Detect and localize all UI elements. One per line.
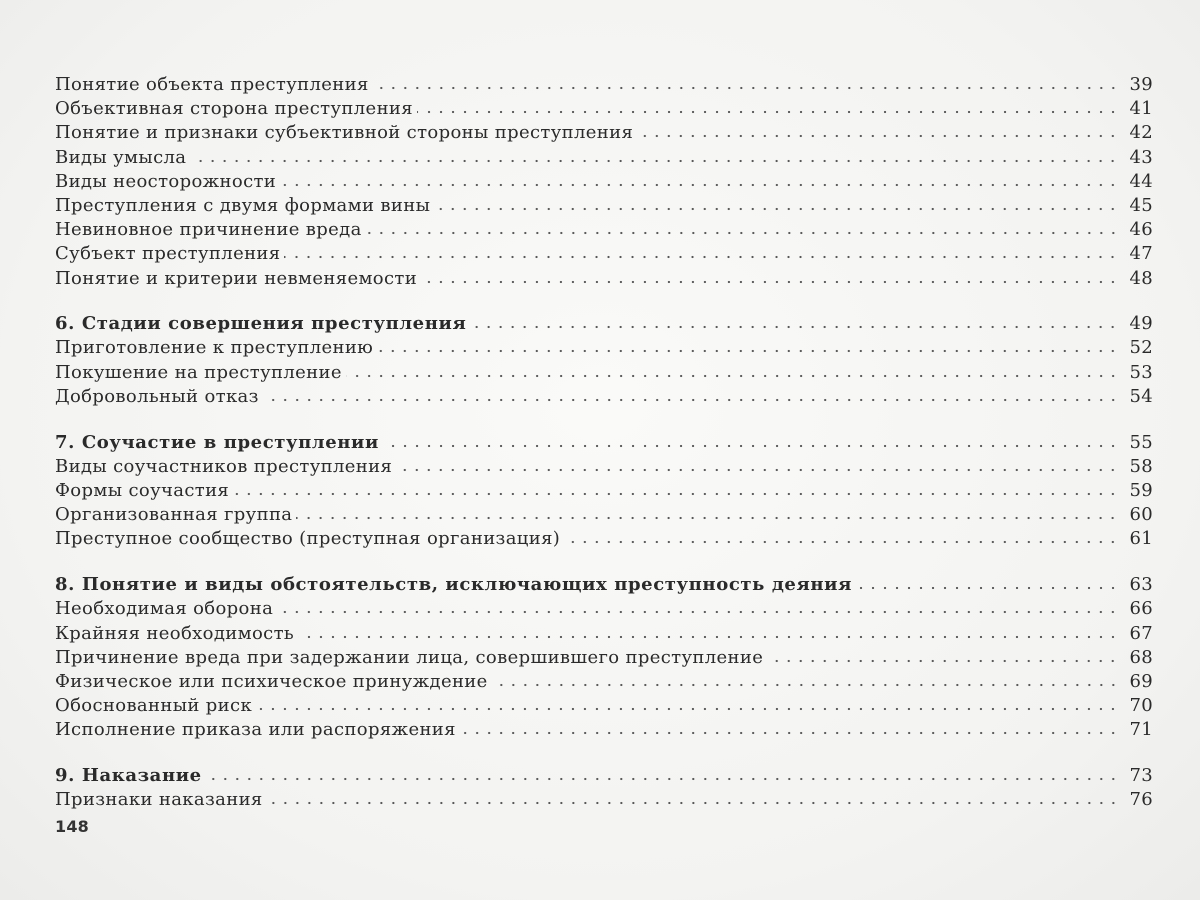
toc-entry-title: Понятие и признаки субъективной стороны преступления (55, 122, 634, 144)
dot-leader (256, 707, 1119, 711)
toc-entry-page: 53 (1129, 361, 1153, 383)
toc-entry-title: Объективная сторона преступления (55, 98, 413, 120)
dot-leader (277, 610, 1119, 614)
section-gap (55, 742, 1153, 764)
toc-entry-title: Физическое или психическое принуждение (55, 670, 488, 692)
dot-leader (421, 280, 1119, 284)
toc-entry-page: 43 (1129, 146, 1153, 168)
dot-leader (856, 586, 1119, 590)
section-gap (55, 409, 1153, 431)
toc-entry-page: 54 (1129, 385, 1153, 407)
toc-section-heading (55, 573, 1153, 597)
toc-entry-title: Обоснованный риск (55, 695, 253, 717)
section-gap (55, 291, 1153, 313)
section-gap (55, 552, 1153, 574)
toc-entry-title: Виды соучастников преступления (55, 455, 393, 477)
toc-entry-page: 70 (1129, 695, 1153, 717)
toc-entry-page: 48 (1129, 267, 1153, 289)
toc-entry-title: Признаки наказания (55, 789, 263, 811)
toc-entry (55, 97, 1153, 121)
toc-entry-page: 39 (1129, 74, 1153, 95)
toc-entry-page: 59 (1129, 480, 1153, 501)
toc-entry (55, 267, 1153, 291)
toc-entry (55, 670, 1153, 694)
toc-entry (55, 242, 1153, 266)
dot-leader (460, 731, 1119, 735)
toc-entry (55, 121, 1153, 145)
dot-leader (417, 110, 1119, 114)
toc-entry-title: Виды умысла (55, 146, 187, 168)
dot-leader (190, 159, 1119, 163)
dot-leader (492, 683, 1119, 687)
toc-entry-title: Понятие и критерии невменяемости (55, 267, 418, 289)
toc-entry-page: 71 (1129, 719, 1153, 741)
dot-leader (233, 492, 1119, 496)
toc-entry (55, 646, 1153, 670)
toc-entry-title: Виды неосторожности (55, 170, 277, 192)
toc-entry (55, 503, 1153, 527)
toc-entry-page: 42 (1129, 122, 1153, 144)
dot-leader (267, 801, 1119, 805)
page-number: 148 (55, 817, 89, 836)
toc-entry-page: 58 (1129, 455, 1153, 477)
toc-section-heading (55, 764, 1153, 788)
toc-entry-title: Преступления с двумя формами вины (55, 194, 431, 216)
toc-entry-title: 9. Наказание (55, 765, 202, 787)
toc-entry-page: 46 (1129, 219, 1153, 241)
toc-entry-title: Приготовление к преступлению (55, 337, 374, 359)
toc-entry-page: 41 (1129, 98, 1153, 120)
dot-leader (206, 777, 1119, 781)
toc-entry-title: Формы соучастия (55, 480, 230, 501)
toc-entry (55, 455, 1153, 479)
toc-entry-title: Необходимая оборона (55, 598, 274, 620)
toc-entry-page: 60 (1129, 504, 1153, 526)
toc-entry (55, 385, 1153, 409)
toc-entry-page: 76 (1129, 789, 1153, 811)
toc-entry (55, 73, 1153, 97)
dot-leader (637, 134, 1119, 138)
dot-leader (373, 86, 1119, 90)
dot-leader (263, 398, 1119, 402)
dot-leader (767, 659, 1119, 663)
dot-leader (383, 444, 1119, 448)
dot-leader (564, 540, 1119, 544)
toc-section-heading (55, 431, 1153, 455)
toc-entry-title: 7. Соучастие в преступлении (55, 431, 379, 453)
toc-entry-page: 66 (1129, 598, 1153, 620)
toc-entry-page: 49 (1129, 313, 1153, 335)
toc-entry (55, 170, 1153, 194)
dot-leader (280, 183, 1119, 187)
dot-leader (366, 231, 1119, 235)
dot-leader (298, 635, 1119, 639)
toc-section-heading (55, 312, 1153, 336)
toc-entry (55, 146, 1153, 170)
toc-entry (55, 218, 1153, 242)
toc-entry-page: 44 (1129, 170, 1153, 192)
toc-entry-title: Невиновное причинение вреда (55, 219, 362, 241)
dot-leader (284, 255, 1119, 259)
dot-leader (346, 374, 1119, 378)
toc-entry-page: 73 (1129, 765, 1153, 787)
toc-entry-title: Добровольный отказ (55, 385, 259, 407)
toc-entry-title: 8. Понятие и виды обстоятельств, исключающих преступность деяния (55, 574, 852, 596)
toc-entry-page: 61 (1129, 528, 1153, 550)
toc-entry-page: 67 (1129, 622, 1153, 644)
toc-entry (55, 597, 1153, 621)
toc-entry-title: Покушение на преступление (55, 361, 342, 383)
toc-entry-title: Субъект преступления (55, 243, 281, 265)
toc-entry (55, 694, 1153, 718)
toc-entry-title: Преступное сообщество (преступная организация) (55, 528, 561, 550)
toc-entry-page: 69 (1129, 670, 1153, 692)
table-of-contents (55, 73, 1153, 812)
toc-entry-title: Исполнение приказа или распоряжения (55, 719, 456, 741)
dot-leader (434, 207, 1119, 211)
toc-entry (55, 479, 1153, 503)
toc-entry-title: 6. Стадии совершения преступления (55, 313, 467, 335)
dot-leader (470, 325, 1119, 329)
toc-entry (55, 361, 1153, 385)
toc-entry-page: 68 (1129, 646, 1153, 668)
toc-entry-page: 63 (1129, 574, 1153, 596)
toc-entry-page: 52 (1129, 337, 1153, 359)
dot-leader (396, 468, 1119, 472)
toc-entry-title: Причинение вреда при задержании лица, совершившего преступление (55, 646, 764, 668)
toc-entry (55, 194, 1153, 218)
toc-entry-page: 55 (1129, 431, 1153, 453)
dot-leader (377, 349, 1119, 353)
dot-leader (296, 516, 1119, 520)
toc-entry (55, 527, 1153, 551)
toc-entry-title: Понятие объекта преступления (55, 74, 369, 95)
toc-entry-page: 45 (1129, 194, 1153, 216)
toc-entry-title: Организованная группа (55, 504, 293, 526)
toc-entry-page: 47 (1129, 243, 1153, 265)
toc-entry-title: Крайняя необходимость (55, 622, 295, 644)
toc-entry (55, 788, 1153, 812)
toc-entry (55, 718, 1153, 742)
toc-entry (55, 336, 1153, 360)
toc-entry (55, 622, 1153, 646)
